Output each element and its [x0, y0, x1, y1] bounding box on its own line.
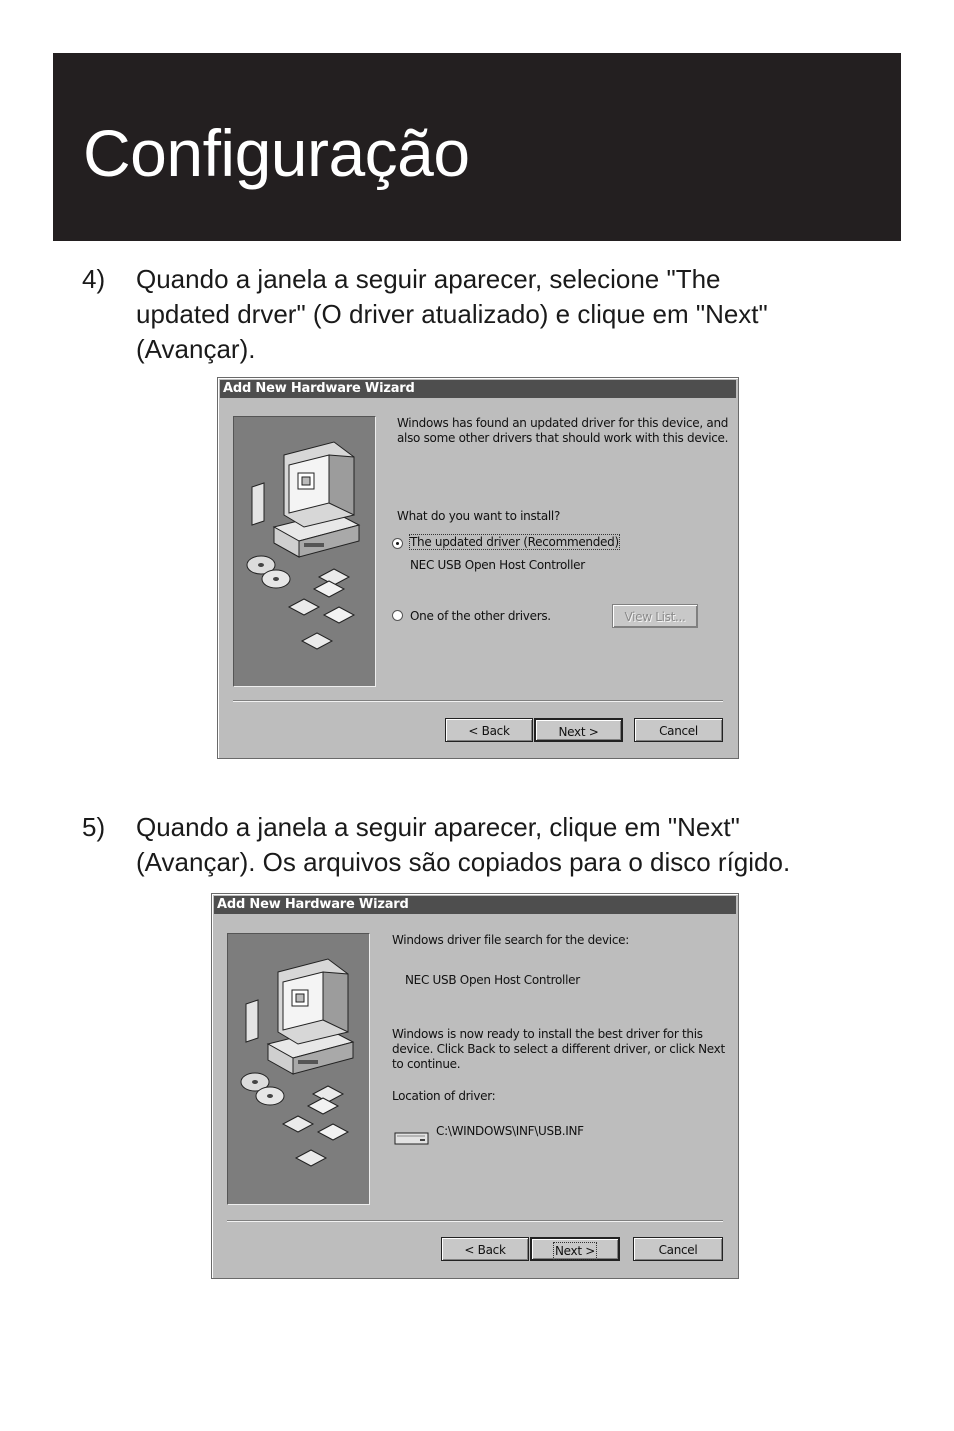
- step-number: 5): [82, 812, 106, 842]
- dialog-separator: [227, 1220, 723, 1222]
- ready-text-line: device. Click Back to select a different driver, or click Next: [392, 1042, 725, 1056]
- cancel-label: Cancel: [658, 1243, 698, 1257]
- next-label: Next >: [554, 1244, 596, 1258]
- search-label: Windows driver file search for the device:: [392, 933, 629, 947]
- ready-text-line: to continue.: [392, 1057, 461, 1071]
- wizard-dialog-1: [217, 377, 739, 759]
- wizard-illustration: [233, 416, 376, 687]
- next-button[interactable]: [534, 718, 623, 742]
- location-path: C:\WINDOWS\INF\USB.INF: [436, 1124, 584, 1138]
- step-line: Quando a janela a seguir aparecer, clique em "Next": [136, 812, 740, 842]
- location-label: Location of driver:: [392, 1089, 496, 1103]
- next-label: Next >: [558, 725, 599, 739]
- cancel-button[interactable]: [634, 718, 723, 742]
- device-name: NEC USB Open Host Controller: [405, 973, 580, 987]
- dialog-title-bar: Add New Hardware Wizard: [214, 896, 736, 914]
- page-header: [53, 53, 901, 241]
- next-button[interactable]: [530, 1237, 620, 1261]
- radio-updated-driver[interactable]: [392, 538, 403, 549]
- option-updated-driver-label[interactable]: The updated driver (Recommended): [410, 535, 619, 549]
- wizard-dialog-2: [211, 893, 739, 1279]
- page-title: Configuração: [83, 116, 470, 190]
- step-line: Quando a janela a seguir aparecer, selecione "The: [136, 264, 721, 294]
- step-text: [136, 262, 768, 367]
- view-list-button[interactable]: [612, 604, 698, 628]
- intro-text-line: also some other drivers that should work with this device.: [397, 431, 729, 445]
- view-list-label: View List...: [624, 610, 686, 624]
- install-question: What do you want to install?: [397, 509, 561, 523]
- step-number: 4): [82, 264, 106, 294]
- cancel-button[interactable]: [633, 1237, 723, 1261]
- back-label: < Back: [464, 1243, 506, 1257]
- step-line: (Avançar). Os arquivos são copiados para o disco rígido.: [136, 847, 791, 877]
- back-button[interactable]: [441, 1237, 529, 1261]
- back-button[interactable]: [445, 718, 533, 742]
- step-line: (Avançar).: [136, 334, 256, 364]
- intro-text-line: Windows has found an updated driver for this device, and: [397, 416, 729, 430]
- step-text: [136, 810, 790, 880]
- step-line: updated drver" (O driver atualizado) e clique em "Next": [136, 299, 768, 329]
- wizard-illustration: [227, 933, 370, 1205]
- option-other-drivers-label[interactable]: One of the other drivers.: [410, 609, 551, 623]
- computer-disks-icon: [228, 934, 369, 1204]
- dialog-title-bar: Add New Hardware Wizard: [220, 380, 736, 398]
- hard-drive-icon: [394, 1130, 430, 1146]
- computer-disks-icon: [234, 417, 375, 686]
- dialog-separator: [233, 700, 723, 702]
- ready-text-line: Windows is now ready to install the best driver for this: [392, 1027, 703, 1041]
- cancel-label: Cancel: [659, 724, 698, 738]
- option-updated-driver-detail: NEC USB Open Host Controller: [410, 558, 585, 572]
- back-label: < Back: [468, 724, 510, 738]
- radio-other-drivers[interactable]: [392, 610, 403, 621]
